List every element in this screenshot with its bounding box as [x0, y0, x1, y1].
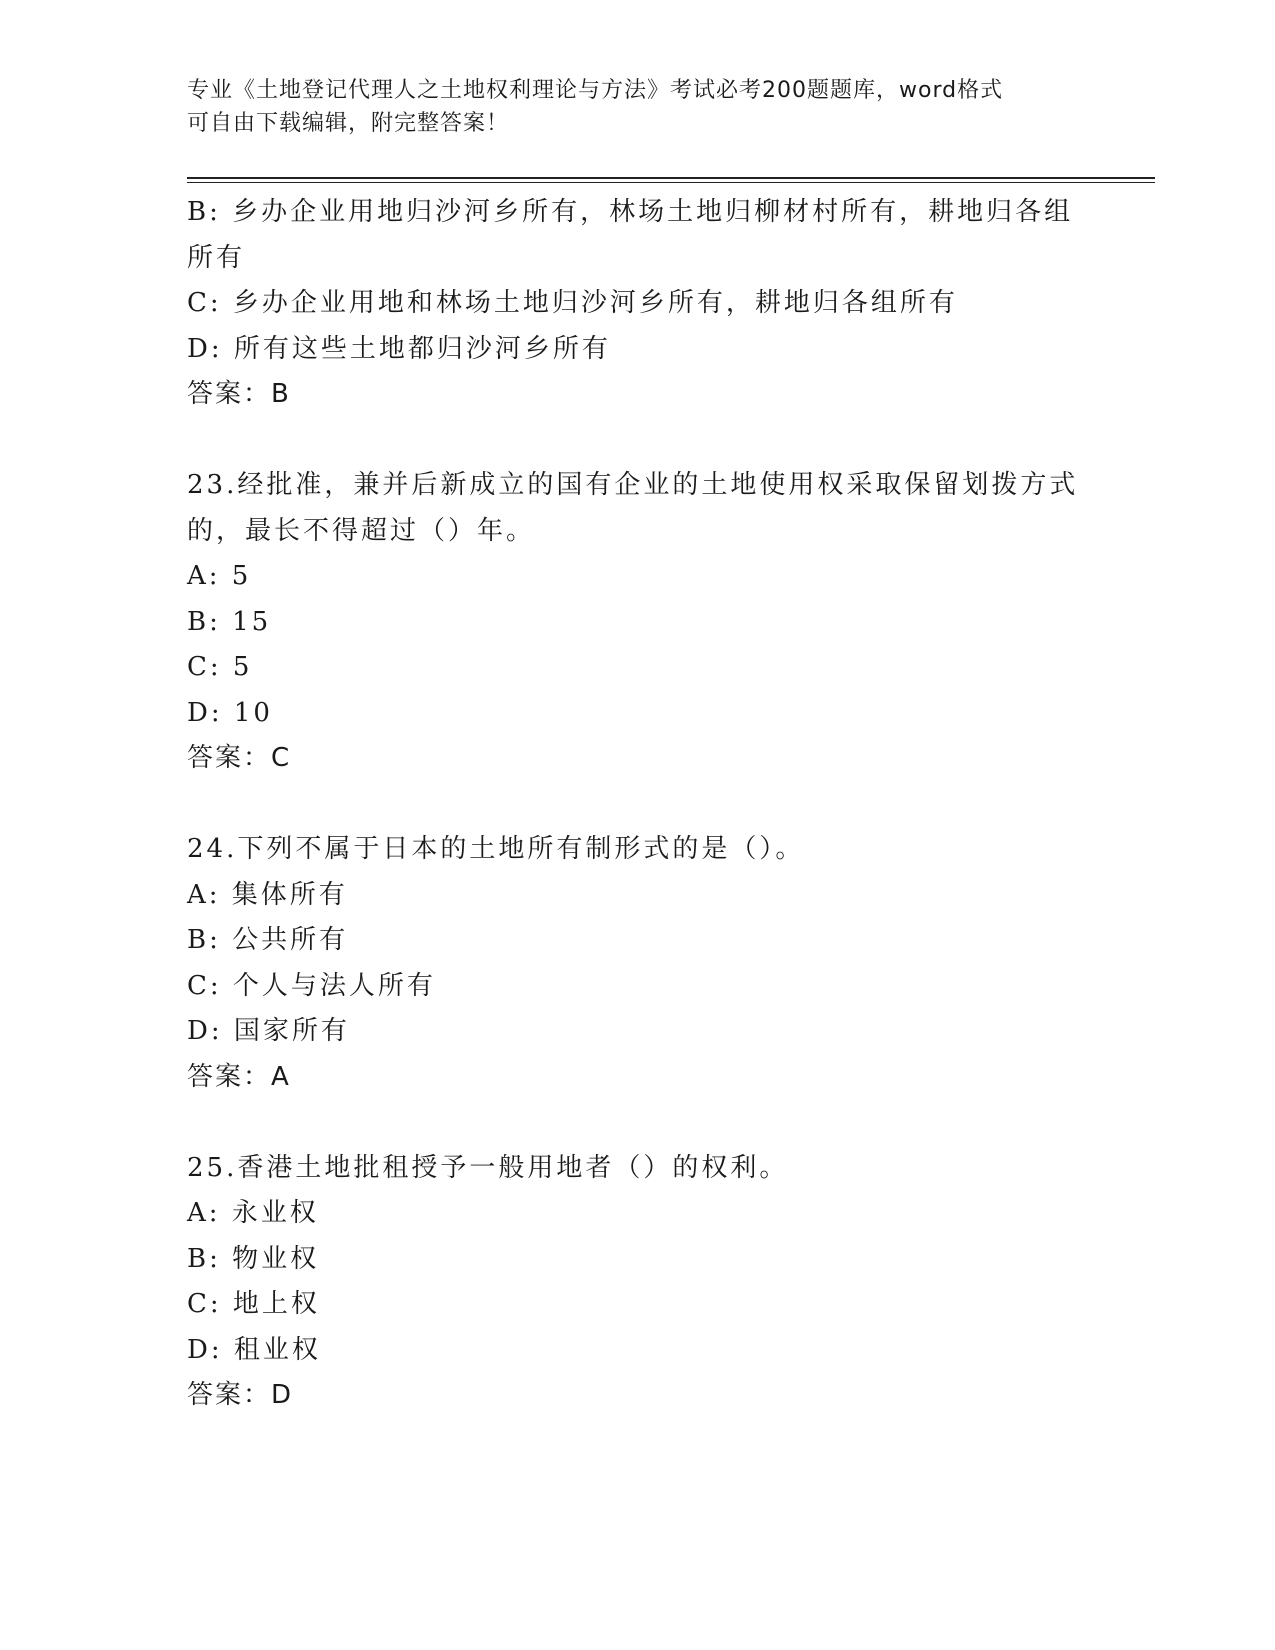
question-stem: 23.经批准，兼并后新成立的国有企业的土地使用权采取保留划拨方式 [187, 470, 1079, 500]
answer: 答案：C [187, 743, 292, 773]
header-divider-thin [187, 182, 1155, 183]
option-a: A: 5 [187, 561, 252, 591]
header-divider [187, 177, 1155, 179]
answer: 答案：B [187, 379, 291, 409]
option-c: C: 5 [187, 652, 253, 682]
question-22 [187, 190, 1087, 418]
header-line-2: 可自由下载编辑，附完整答案！ [187, 111, 510, 136]
question-stem: 25.香港土地批租授予一般用地者（）的权利。 [187, 1152, 789, 1183]
question-stem-continued: 的，最长不得超过（）年。 [187, 515, 536, 546]
option-d: D: 10 [187, 697, 273, 728]
spacer [187, 418, 1087, 464]
option-b-continued: 所有 [187, 242, 246, 273]
option-b: B: 15 [187, 606, 272, 637]
option-b: B: 物业权 [187, 1243, 320, 1274]
question-23 [187, 463, 1087, 782]
option-a: A: 集体所有 [187, 879, 348, 910]
answer: 答案：D [187, 1380, 294, 1410]
document-header [187, 74, 1067, 140]
question-24 [187, 827, 1087, 1100]
option-c: C: 个人与法人所有 [187, 970, 436, 1001]
option-d: D: 所有这些土地都归沙河乡所有 [187, 333, 611, 364]
header-line-1: 专业《土地登记代理人之土地权利理论与方法》考试必考200题题库，word格式 [187, 78, 1004, 103]
spacer [187, 782, 1087, 828]
spacer [187, 1100, 1087, 1146]
option-d: D: 国家所有 [187, 1016, 350, 1046]
option-d: D: 租业权 [187, 1334, 321, 1365]
option-a: A: 永业权 [187, 1198, 319, 1228]
question-stem: 24.下列不属于日本的土地所有制形式的是（）。 [187, 834, 805, 864]
question-list [187, 190, 1087, 1419]
option-b: B: 乡办企业用地归沙河乡所有，林场土地归柳材村所有，耕地归各组 [187, 197, 1074, 227]
option-c: C: 地上权 [187, 1289, 320, 1319]
option-b: B: 公共所有 [187, 925, 349, 955]
answer: 答案：A [187, 1061, 291, 1092]
option-c: C: 乡办企业用地和林场土地归沙河乡所有，耕地归各组所有 [187, 288, 958, 318]
question-25 [187, 1146, 1087, 1419]
